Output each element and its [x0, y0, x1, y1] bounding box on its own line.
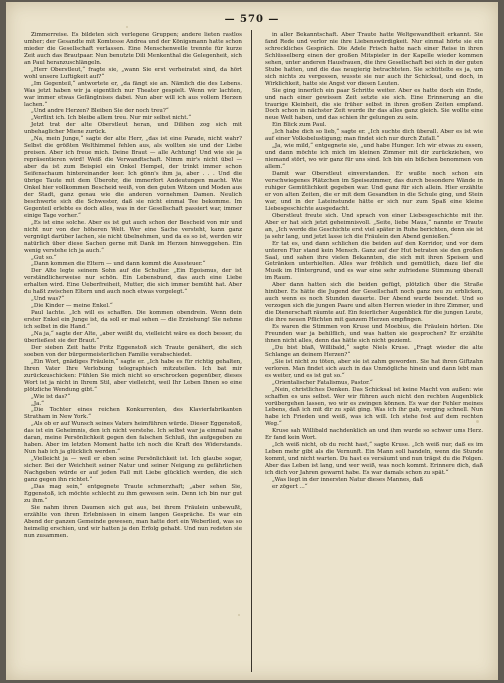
paragraph: Aber dann hatten sich die beiden gefügt, plötzlich über die Straße hinüber. Es hätte die Jugend der Gesellschaft noch ganz neu zu erblicken, auch wenn es noch Stunden dauerte. Der Abend wurde beendet. Und so verzogen sich die jungen Paare und alten Herren wieder in ihre Zimmer, und die Dienerschaft räumte auf. Ein feierlicher Augenblick für die jungen Leute, die ihre neuen Pflichten mit ganzem Herzen empfingen. [265, 282, 483, 324]
right-column [265, 32, 483, 672]
paragraph: Der Alte legte seinem Sohn auf die Schulter. „Ein Egoismus, der ist verständlicherweise nur schön. Ein Lebensbund, das auch eine Liebe erhalten wird. Eine Ueberfreiheit, Mutter, die sich immer bemüht hat. Aber du haßt zwischen Eltern und auch noch etwas vorgelegt.“ [24, 268, 242, 296]
paragraph: Sie ging innerlich ein paar Schritte weiter. Aber es hatte doch ein Ende, und nach einer gewissen Zeit setzte sie sich. Eine Erinnerung an die traurige Kleinheit, die sie früher selbst in ihren großen Zeiten empfand. Doch schon in nächster Zeit wurde ihr das alles ganz gleich. Sie wollte eine neue Welt haben, und das schien ihr gelungen zu sein. [265, 87, 483, 122]
paragraph: „Nein, christliches Denken. Das Schicksal ist keine Macht von außen: wie schaffen es uns selbst. Wer wir führen auch nicht den rechten Augenblick vorübergehen lassen, wo wir es zwingen können. Es war der Fehler meines Lebens, daß ich mit dir zu spät ging. Was ich ihr gab, verging schnell. Nun habe ich Frieden und weiß, was ich will. Ich stehe fest auf dem rechten Weg.“ [265, 386, 483, 428]
paragraph: Sie nahm ihren Daumen sich gut aus, bei ihrem Fräulein unbewußt, erzählte von ihren Erlebnissen in einem langen Gespräche. Es war ein Abend der ganzen Gemeinde gewesen, man hatte dort ein Weberlied, was so heimelig erschien, und wir hatten ja den Erfolg gehabt. Und nun redeten sie nun zusammen. [24, 504, 242, 539]
paragraph: Damit war Oberstleut einverstanden. Er wußte noch schon ein verschwiegenes Plätzchen im Speisezimmer, das durch besondere Wände in ruhiger Gemütlichkeit gegeben war. Und ganz für sich allein. Hier erzählte er von alten Zeiten, die er mit dem Gesandten in die Schule ging, und Stein war, und in der Lateinstunde hätte er sich nur zum Spaß eine kleine Liebesgeschichte ausgedacht. [265, 171, 483, 212]
paragraph: Paul lachte. „Ich will es schaffen. Die kommen obendrein. Wenn dein erster Enkel ein Junge ist, da soll er mal sehen — die Erziehung! Sie nehme ich selbst in die Hand.“ [24, 310, 242, 331]
paragraph: Der sieben Zeit hatte Fritz Eggenstoß sich Traute genähert, die sich soeben von der bürgermeisterlichen Familie verabschiedet. [24, 344, 242, 358]
paragraph: „Ich weiß nicht, ob du recht hast,“ sagte Kruse. „Ich weiß nur, daß es im Leben mehr gibt als die Vernunft. Ein Mann soll handeln, wenn die Stunde kommt, und nicht warten. Du hast es versäumt und nun trägst du die Folgen. Aber das Leben ist lang, und wer weiß, was noch kommt. Erinnere dich, daß ich dich vor Jahren gewarnt habe. Es war damals schon zu spät.“ [265, 442, 483, 477]
paragraph: „Wie ist das?“ [31, 393, 71, 400]
paragraph: „Die Kinder — meine Enkel.“ [31, 303, 113, 310]
paragraph: Oberstleut freute sich. Und sprach von einer Liebesgeschichte mit ihr. Aber er hat sich jetzt geheimnisvoll. „Seite, liebe Maus,“ nannte er Traute an, „Ich werde die Geschichte erst viel später in Ruhe berichten, denn sie ist ja sehr lang, und jetzt lasse ich die Fräulein den Abend genießen.“ [265, 212, 483, 240]
paragraph: Zimmerreise. Es bildeten sich verlegene Gruppen; andere lieten rastlos umher; der Gesandte mit Komtesse Andrea und der Königsmann hatte schon mieder die Gesellschaft verlassen. Eine Menschenwelle trennte für kurze Zeit auch das Brautpaar. Nun benutzte Dili Menkenthal die Gelegenheit, sich an Paul heranzuschlängeln. [24, 32, 242, 66]
paragraph: „Ja.“ [31, 400, 45, 407]
paragraph: „Herr Oberstleut,“ fragte sie, „wann Sie erst verheiratet sind, da hört wohl unsere Luftigkeit auf?“ [24, 66, 242, 80]
page-number: — 570 — [224, 14, 280, 25]
paper-speckle [476, 420, 479, 423]
paragraph: „Verflixt ich. Ich bleibe allem treu. Nur mir selbst nicht.“ [31, 115, 192, 122]
paragraph: „Was liegt in der innersten Natur dieses Mannes, daß [272, 477, 424, 483]
paragraph: „Du bist blaß, Willibald,“ sagte Niels Kruse. „Fragt wieder die alte Schlange an deinem Herzen?“ [265, 344, 483, 358]
paragraph: in aller Bekanntschaft. Aber Traute hatte Weltgewandtheit erkannt. Sie fand Rede und verlor nie ihre Liebenswürdigkeit. Nur einmal hörte sie ein schreckliches Gespräch. Die Adele Frisch hatte nach einer Reise in ihren Schlüsselberg einen der großen Mitspieler in der Kapelle wieder kommen sehen, unter anderen Hausfrauen, die ihre Gesellschaft bei sich in der guten Stube hatten, und die das neugierig betrachteten. Sie schüttelte es ja, um sich nichts zu vergessen, wusste sie nur auch ihr Schicksal, und doch, in Wirklichkeit, hatte sie Angst vor diesen Leuten. [265, 32, 483, 87]
newspaper-page [6, 2, 498, 680]
paragraph: Kruse sah Willibald nachdenklich an und ihm wurde so schwer ums Herz. Er fand kein Wort. [265, 428, 483, 442]
paragraph: „Die Tochter eines reichen Konkurrenten, des Klavierfabrikanten Stratham in New York.“ [24, 407, 242, 421]
paper-speckle [126, 26, 128, 28]
paragraph: „Es ist eine solche. Aber es ist gut auch schon der Bescheid von mir und nicht nur von der höheren Welt. Wer eine Sache versteht, kann ganz vergnügt darüber lachen, sie nicht übelnehmen, und da es so ist, werden wir natürlich über diese Sachen gerne mit Dank im Herzen hinweggehen. Ein wenig verstehe ich ja auch.“ [24, 219, 242, 254]
paragraph: „Orientalischer Fatalismus, Pastor.“ [272, 379, 373, 386]
paragraph: „Und andre Herzen? Bleiben Sie der noch treu?“ [31, 108, 169, 115]
paragraph: „Ein Wort, gnädiges Fräulein,“ sagte er. „Ich habe es für richtig gehalten, Ihren Vater Ihre Verlobung telegraphisch mitzuteilen. Ich bat mir zurückzuschicken: Fühlen Sie mich nicht so erschrocken gegenüber, dieses Wort ist ja nicht in Ihrem Stil, aber vielleicht, weil Ihr Leben Ihnen so eine plötzliche Wendung gibt.“ [24, 358, 242, 393]
paragraph: „Das mag sein,“ entgegnete Traute schmerzhaft; „aber sehen Sie, Eggenstoß, ich möchte schlecht zu ihm gewesen sein. Denn ich bin nur gut zu ihm.“ [24, 483, 242, 504]
paragraph: „Sie ist nicht zu töten, aber sie ist zahm geworden. Sie hat ihren Giftzahn verloren. Man findet sich auch in das Unmögliche hinein und dann lebt man es weiter, und es ist gut so.“ [265, 358, 483, 379]
paragraph: „Na ja,“ sagte der Alte, „aber weißt du, vielleicht wäre es doch besser, du überließest sie der Braut.“ [24, 330, 242, 344]
paragraph: „Na, mein Junge,“ sagte der alte Herr, „das ist eine Parade, nicht wahr? Selbst die größten Welthimmel fehlen aus, als wollten sie und der Liebe preisen. Aber ich freue mich. Deine Braut — alle Achtung! Und wie sie ja repräsentieren wird! Weiß die Verwandtschaft. Nimm mir's nicht übel — aber da ist zum Beispiel ein Onkel Hempel, der trinkt immer schon Seifenschaum hintereinander leer. Ich gönn's ihm ja, aber . . . Und die übrige Taute mit dem Überohr, die immerfort Andeutungen macht. Wie Onkel hier vollkommen Bescheid weiß, von den guten Witzen und Moden aus der Stadt, ganz genau wie die anderen vornehmen Damen. Neulich beschwerte sich die Schwester, daß sie nicht einmal Tee bekomme. Im Gegenteil erlebte es doch alles, was in der Gesellschaft passiert war, immer einige Tage vorher.“ [24, 136, 242, 219]
paper-speckle [238, 614, 240, 616]
paragraph: Er tat es, und dann schlichen die beiden auf den Korridor, und vor dem unteren Flur stand kein Mensch. Ganz auf der Hut betraten sie den großen Saal, und sahen ihre vielen Bekannten, die sich mit ihren Speisen und Getränken unterhielten. Alles war fröhlich und gemütlich, dazu lief die Musik im Hintergrund, und es war eine sehr zufriedene Stimmung überall im Raum. [265, 240, 483, 282]
left-column [24, 32, 242, 672]
paragraph: „Als ob er auf Wunsch seines Vaters heimführen würde. Dieser Eggenstoß, das ist ein Geheimnis, den ich nicht verstehe. Ich selbst war ja einmal nahe daran, meine Persönlichkeit gegen den falschen Schluß, ihn aufgegeben zu haben. Aber im letzten Moment hatte ich noch die Kraft des Widerstands. Nun hab ich ja glücklich werden.“ [24, 421, 242, 456]
paragraph: „Ja, wie mild,“ entgegnete sie, „und habe Hunger. Ich wir etwas zu essen, und dann möchte ich mich im kleinen Zimmer mit dir zurückziehen, wo niemand stört, wo wir ganz für uns sind. Ich bin ein bißchen benommen von allem.“ [265, 143, 483, 171]
paragraph: „Ich habe dich so lieb,“ sagte er. „Ich suchte dich überall. Aber es ist wie auf einer Volksbelustigung; man findet sich nur durch Zufall.“ [265, 129, 483, 143]
paragraph: Jetzt trat der alte Oberstleut heran, und Dilihen zog sich mit unbehaglicher Miene zurück. [24, 122, 242, 136]
paragraph: Es waren die Stimmen von Kruse und Moebius, die Fräulein hörten. Die Freunden war ja behilflich, und was hatten sie gesprochen? Er erzählte ihnen nicht alles, denn das hätte sich nicht geziemt. [265, 324, 483, 344]
paragraph: „Dann kommen die Eltern — und dann kommt die Aussteuer.“ [31, 261, 206, 268]
paragraph: er zögert ...“ [272, 483, 308, 490]
paragraph: „Und was?“ [31, 296, 65, 303]
column-divider [251, 30, 252, 672]
paragraph: „Gut so.“ [31, 254, 57, 261]
paragraph: Ein Blick zum Paul. [272, 122, 327, 129]
paragraph: „Vielleicht ja — weil er eben seine Persönlichkeit ist. Ich glaube sogar, sicher. Bei der Weichheit seiner Natur und seiner Neigung zu gefährlichen Nachgeben würde er auf jeden Fall mit Liebe glücklich werden, die sich ganz gegen ihn richtet.“ [24, 456, 242, 483]
paragraph: „Im Gegenteil,“ antwortete er, „da fängt sie an. Nämlich die des Lebens. Was jetzt haben wir ja eigentlich nur Theater gespielt. Wenn wir lachten, war immer etwas Gefänglnises dabei. Nun aber will ich aus vollem Herzen lachen.“ [24, 80, 242, 108]
